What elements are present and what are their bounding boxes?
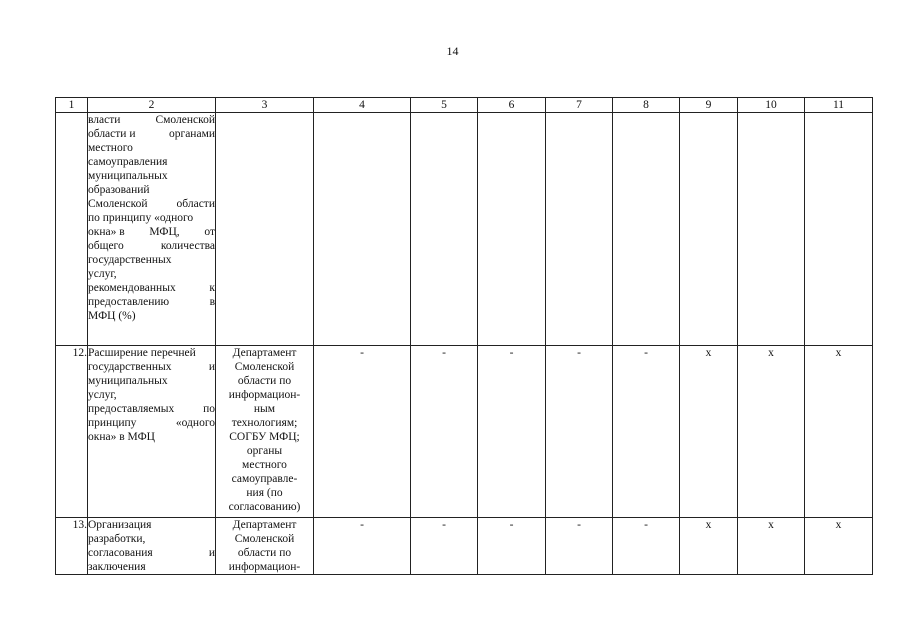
measure-name-line: окна» в МФЦ: [88, 431, 155, 443]
row-number: 13.: [56, 518, 88, 575]
value-cell: -: [546, 518, 613, 575]
value-cell: x: [738, 346, 805, 518]
measure-name-line: услуг,: [88, 389, 117, 401]
responsible-executor-line: Смоленской: [234, 533, 295, 545]
measure-name: [88, 346, 216, 518]
measure-name-line: государственных: [88, 254, 172, 266]
value-cell: -: [613, 518, 680, 575]
page-number: 14: [446, 44, 459, 58]
responsible-executor-line: Департамент: [232, 519, 297, 531]
measures-table: [55, 97, 873, 575]
value-cell: -: [314, 518, 411, 575]
responsible-executor-line: ния (по: [246, 487, 283, 499]
column-header: 3: [216, 98, 314, 113]
measure-name-line: муниципальных: [88, 170, 168, 182]
column-header: 11: [805, 98, 873, 113]
responsible-executor-line: СОГБУ МФЦ;: [229, 431, 300, 443]
value-cell: [613, 113, 680, 346]
measure-name-line: разработки,: [88, 533, 146, 545]
value-cell: -: [411, 518, 478, 575]
measure-name-line: принципу «одного: [88, 417, 215, 429]
responsible-executor-line: Смоленской: [234, 361, 295, 373]
measure-name-line: окна» в МФЦ, от: [88, 226, 215, 238]
value-cell: -: [478, 518, 546, 575]
measure-name-line: заключения: [88, 561, 146, 573]
responsible-executor-line: технологиям;: [231, 417, 298, 429]
table-row: [56, 346, 873, 518]
responsible-executor: [216, 518, 314, 575]
column-header: 5: [411, 98, 478, 113]
responsible-executor: [216, 346, 314, 518]
table-row: [56, 518, 873, 575]
value-cell: -: [411, 346, 478, 518]
value-cell: [546, 113, 613, 346]
row-number: [56, 113, 88, 346]
value-cell: -: [478, 346, 546, 518]
measure-name-line: области и органами: [88, 128, 215, 140]
column-header: 7: [546, 98, 613, 113]
column-header: 9: [680, 98, 738, 113]
column-header: 10: [738, 98, 805, 113]
responsible-executor-line: самоуправле-: [231, 473, 298, 485]
column-header: 4: [314, 98, 411, 113]
responsible-executor-line: области по: [237, 547, 292, 559]
value-cell: x: [680, 346, 738, 518]
value-cell: -: [546, 346, 613, 518]
measure-name-line: власти Смоленской: [88, 114, 215, 126]
measure-name-line: образований: [88, 184, 150, 196]
value-cell: [478, 113, 546, 346]
column-header: 8: [613, 98, 680, 113]
row-number: 12.: [56, 346, 88, 518]
measure-name-line: Организация: [88, 519, 152, 531]
value-cell: -: [613, 346, 680, 518]
responsible-executor-line: местного: [242, 459, 287, 471]
measure-name: [88, 113, 216, 346]
column-header: 2: [88, 98, 216, 113]
measure-name: [88, 518, 216, 575]
responsible-executor-line: согласованию): [228, 501, 301, 513]
measure-name-line: Расширение перечней: [88, 347, 196, 359]
value-cell: [680, 113, 738, 346]
measure-name-line: самоуправления: [88, 156, 168, 168]
measure-name-line: муниципальных: [88, 375, 168, 387]
value-cell: [314, 113, 411, 346]
value-cell: [738, 113, 805, 346]
value-cell: x: [805, 518, 873, 575]
value-cell: -: [314, 346, 411, 518]
value-cell: x: [738, 518, 805, 575]
measure-name-line: предоставлению в: [88, 296, 215, 308]
responsible-executor-line: органы: [246, 445, 283, 457]
measure-name-line: согласования и: [88, 547, 215, 559]
measure-name-line: предоставляемых по: [88, 403, 215, 415]
measure-name-line: общего количества: [88, 240, 215, 252]
value-cell: [805, 113, 873, 346]
responsible-executor-line: информацион-: [228, 561, 301, 573]
value-cell: x: [680, 518, 738, 575]
measure-name-line: государственных и: [88, 361, 215, 373]
measure-name-line: Смоленской области: [88, 198, 215, 210]
responsible-executor-line: информацион-: [228, 389, 301, 401]
measure-name-line: МФЦ (%): [88, 310, 136, 322]
table-row: [56, 113, 873, 346]
column-header: 1: [56, 98, 88, 113]
responsible-executor-line: Департамент: [232, 347, 297, 359]
responsible-executor: [216, 113, 314, 346]
value-cell: [411, 113, 478, 346]
measure-name-line: услуг,: [88, 268, 117, 280]
responsible-executor-line: ным: [253, 403, 276, 415]
measure-name-line: местного: [88, 142, 133, 154]
column-number-row: [56, 98, 873, 113]
measure-name-line: рекомендованных к: [88, 282, 215, 294]
responsible-executor-line: области по: [237, 375, 292, 387]
value-cell: x: [805, 346, 873, 518]
column-header: 6: [478, 98, 546, 113]
measure-name-line: по принципу «одного: [88, 212, 194, 224]
